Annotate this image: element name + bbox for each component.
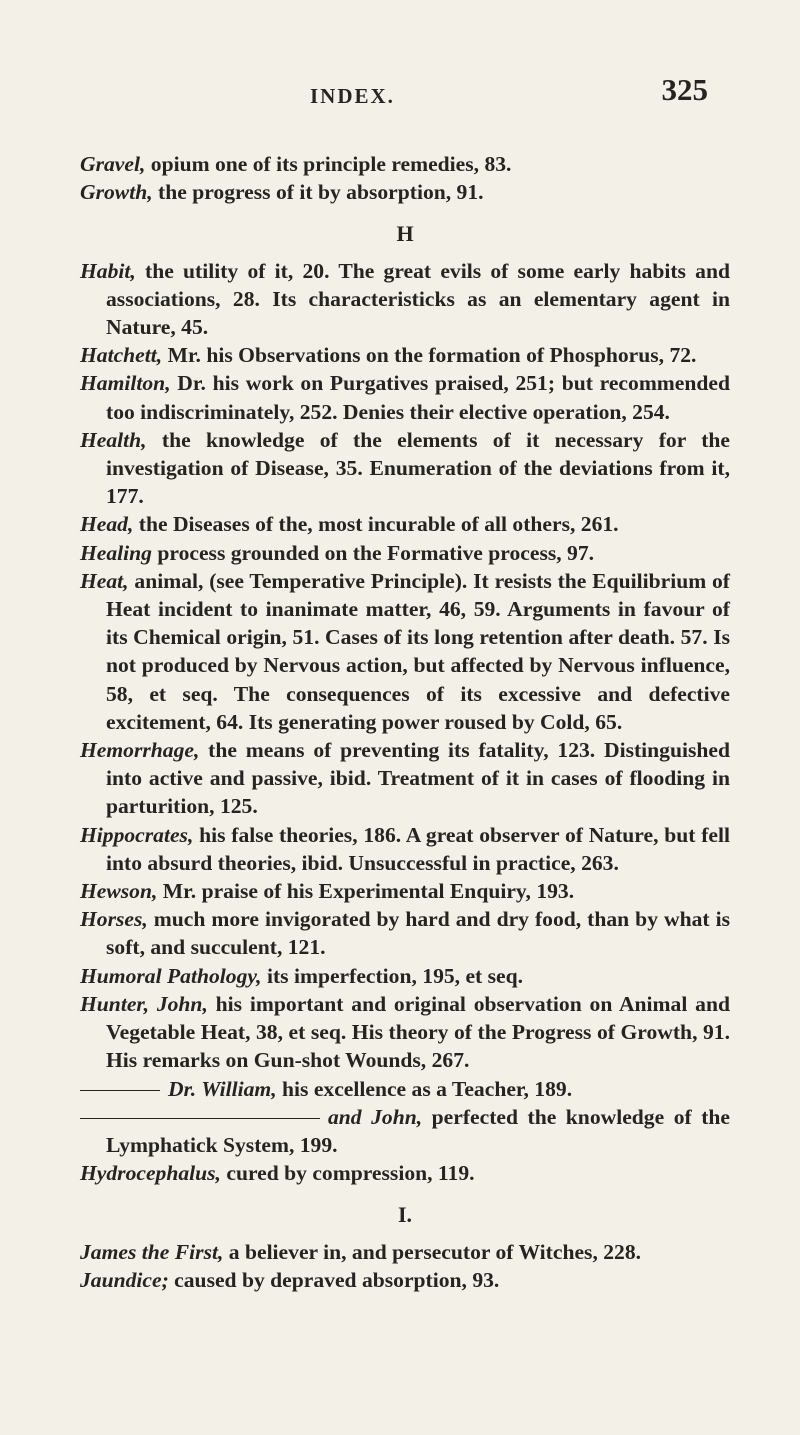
index-term: Gravel, — [80, 152, 146, 176]
index-entry — [80, 962, 730, 990]
index-term: Hydrocephalus, — [80, 1161, 221, 1186]
index-term: Hemorrhage, — [80, 738, 200, 763]
index-term: Humoral Pathology, — [80, 963, 262, 988]
index-entry — [80, 1238, 730, 1266]
index-term: Horses, — [80, 907, 148, 932]
index-description: much more invigorated by hard and dry food, than by what is soft, and succulent, 121. — [106, 907, 730, 960]
index-entry — [80, 257, 730, 342]
index-subentry — [80, 1103, 730, 1159]
index-term: Growth, — [80, 180, 153, 205]
ditto-rule — [80, 1118, 320, 1119]
index-entry — [80, 341, 730, 369]
page-number: 325 — [661, 72, 708, 107]
index-description: his important and original observation on Animal and Vegetable Heat, 38, et seq. His theory of the Progress of Growth, 91. His remarks on Gun-shot Wounds, 267. — [106, 991, 730, 1073]
index-description: his false theories, 186. A great observer of Nature, but fell into absurd theories, ibid. Unsuccessful in practice, 263. — [106, 822, 730, 875]
index-term: and John, — [328, 1104, 423, 1129]
index-description: animal, (see Temperative Principle). It resists the Equilibrium of Heat incident to inanimate matter, 46, 59. Arguments in favour of its Chemical origin, 51. Cases of its long retention after death. 57. Is not produced by Nervous action, but affected by Nervous influence, 58, et seq. The consequences of its excessive and defective excitement, 64. Its generating power roused by Cold, 65. — [106, 568, 730, 734]
index-term: Hatchett, — [80, 343, 163, 368]
index-description: the Diseases of the, most incurable of all others, 261. — [133, 512, 619, 537]
index-description: Mr. praise of his Experimental Enquiry, 193. — [157, 879, 575, 904]
index-description: opium one of its principle remedies, 83. — [145, 152, 512, 176]
index-description: perfected the knowledge of the Lymphatick System, 199. — [106, 1104, 730, 1157]
page-header — [0, 72, 800, 112]
index-description: the progress of it by absorption, 91. — [152, 180, 484, 205]
ditto-rule — [80, 1090, 160, 1091]
index-term: Jaundice; — [80, 1267, 169, 1292]
index-term: Health, — [80, 427, 147, 452]
index-description: Mr. his Observations on the formation of Phosphorus, 72. — [162, 343, 697, 368]
index-term: James the First, — [80, 1239, 224, 1264]
index-entry — [80, 567, 730, 736]
index-term: Hunter, John, — [80, 991, 208, 1016]
index-entry — [80, 178, 730, 206]
section-letter: H — [396, 221, 414, 247]
index-term: Hewson, — [80, 879, 158, 904]
index-subentry — [80, 1075, 730, 1103]
index-description: the utility of it, 20. The great evils of some early habits and associations, 28. Its characteristicks as an elementary agent in Nature, 45. — [106, 258, 730, 340]
index-entry — [80, 905, 730, 961]
index-term: Head, — [80, 512, 134, 537]
index-term: Habit, — [80, 258, 136, 283]
index-description: process grounded on the Formative process, 97. — [151, 540, 595, 565]
index-entry — [80, 877, 730, 905]
index-term: Hippocrates, — [80, 822, 194, 847]
index-description: caused by depraved absorption, 93. — [168, 1267, 500, 1292]
index-entry — [80, 426, 730, 511]
index-description: the knowledge of the elements of it necessary for the investigation of Disease, 35. Enumeration of the deviations from it, 177. — [106, 427, 730, 509]
index-entries — [80, 150, 730, 1294]
index-description: Dr. his work on Purgatives praised, 251; but recommended too indiscriminately, 252. Denies their elective operation, 254. — [106, 371, 730, 424]
running-title: INDEX. — [310, 84, 395, 108]
index-term: Dr. William, — [168, 1076, 277, 1101]
index-term: Healing — [80, 540, 152, 565]
index-entry — [80, 369, 730, 425]
index-entry — [80, 1266, 730, 1294]
index-description: the means of preventing its fatality, 123. Distinguished into active and passive, ibid. Treatment of it in cases of flooding in parturition, 125. — [106, 738, 730, 819]
index-entry — [80, 821, 730, 877]
index-description: cured by compression, 119. — [220, 1161, 475, 1186]
index-description: his excellence as a Teacher, 189. — [276, 1076, 573, 1101]
index-entry — [80, 510, 730, 538]
index-entry — [80, 539, 730, 567]
index-description: a believer in, and persecutor of Witches, 228. — [223, 1239, 642, 1264]
index-entry — [80, 150, 730, 178]
section-letter: I. — [397, 1202, 413, 1228]
index-term: Heat, — [80, 568, 129, 593]
index-entry — [80, 990, 730, 1075]
index-entry — [80, 736, 730, 821]
index-description: its imperfection, 195, et seq. — [261, 963, 524, 988]
index-entry — [80, 1159, 730, 1187]
index-term: Hamilton, — [80, 371, 171, 396]
